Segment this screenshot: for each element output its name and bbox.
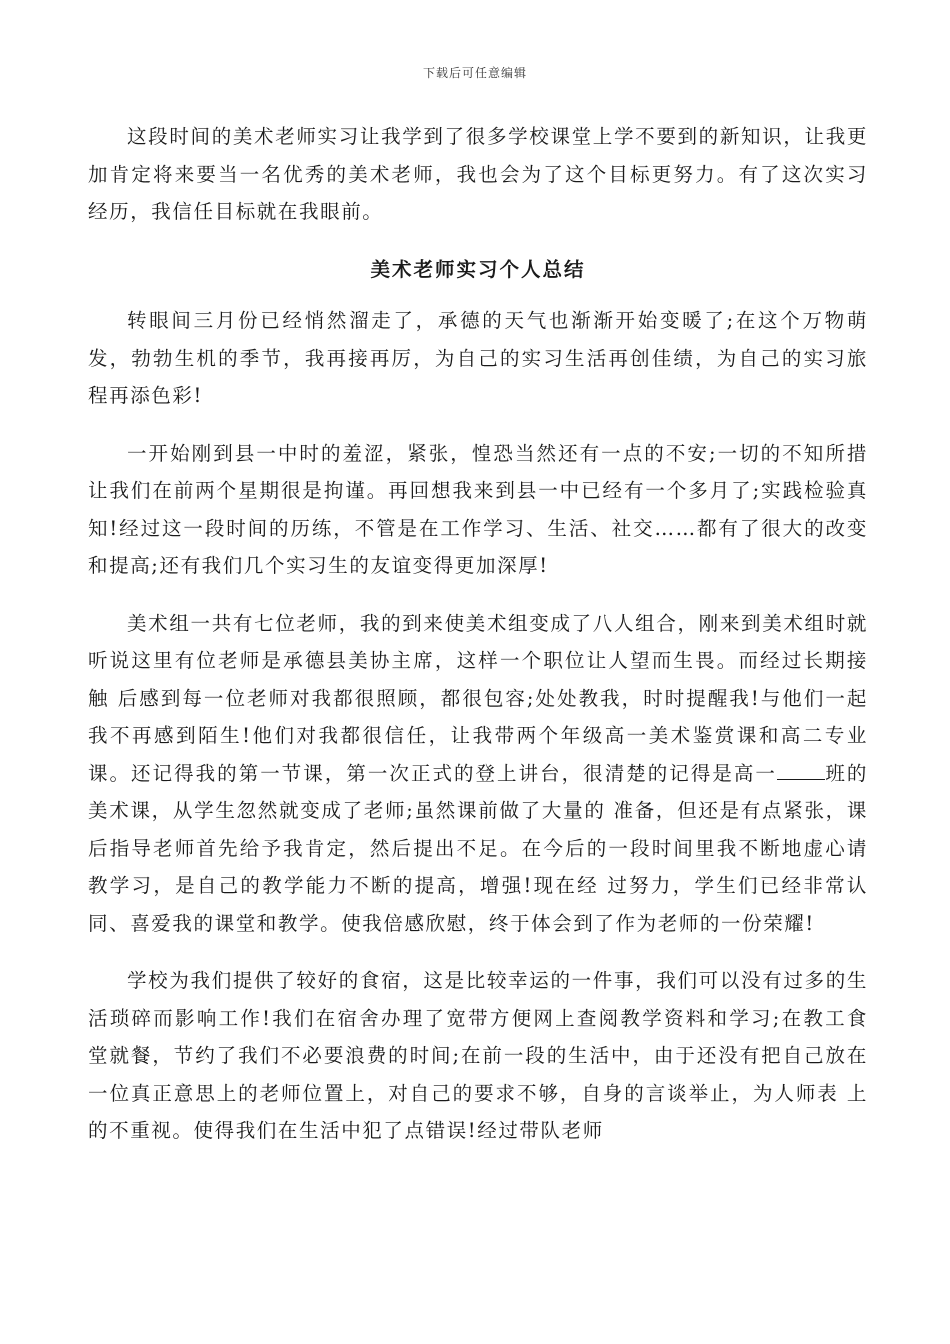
paragraph-art-group [88,605,868,943]
intro-paragraph: 这段时间的美术老师实习让我学到了很多学校课堂上学不要到的新知识，让我更加肯定将来要当一名优秀的美术老师，我也会为了这个目标更努力。有了这次实习经历，我信任目标就在我眼前。 [88,125,868,223]
paragraph-art-group-part1: 美术组一共有七位老师，我的到来使美术组变成了八人组合，刚来到美术组时就听说这里有位老师是承德县美协主席，这样一个职位让人望而生畏。而经过长期接触 后感到每一位老师对我都很照顾，都很包容;处处教我，时时提醒我!与他们一起我不再感到陌生!他们对我都很信任，让我带两个年级高一美术鉴赏课和高二专业课。还记得我的第一节课，第一次正式的登上讲台，很清楚的记得是高一 [88,611,868,785]
class-number-blank [777,761,825,780]
section-title: 美术老师实习个人总结 [370,257,586,281]
paragraph-accommodation: 学校为我们提供了较好的食宿，这是比较幸运的一件事，我们可以没有过多的生活琐碎而影响工作!我们在宿舍办理了宽带方便网上查阅教学资料和学习;在教工食 堂就餐，节约了我们不必要浪费的时间;在前一段的生活中，由于还没有把自己放在一位真正意思上的老师位置上，对自己的要求不够，自身的言谈举止，为人师表 上的不重视。使得我们在生活中犯了点错误!经过带队老师 [88,969,868,1142]
paragraph-art-group-part2: 班的美术课，从学生忽然就变成了老师;虽然课前做了大量的 准备，但还是有点紧张，课后指导老师首先给予我肯定，然后提出不足。在今后的一段时间里我不断地虚心请教学习，是自己的教学能力不断的提高，增强!现在经 过努力，学生们已经非常认同、喜爱我的课堂和教学。使我倍感欣慰，终于体会到了作为老师的一份荣耀! [88,761,868,935]
page-header-caption: 下载后可任意编辑 [422,66,527,80]
paragraph-march: 转眼间三月份已经悄然溜走了，承德的天气也渐渐开始变暖了;在这个万物萌发，勃勃生机的季节，我再接再厉，为自己的实习生活再创佳绩，为自己的实习旅程再添色彩! [88,309,868,407]
document-body [88,118,868,1170]
paragraph-arrival: 一开始刚到县一中时的羞涩，紧张，惶恐当然还有一点的不安;一切的不知所措让我们在前两个星期很是拘谨。再回想我来到县一中已经有一个多月了;实践检验真 知!经过这一段时间的历练，不管是在工作学习、生活、社交……都有了很大的改变和提高;还有我们几个实习生的友谊变得更加深厚! [88,441,868,577]
